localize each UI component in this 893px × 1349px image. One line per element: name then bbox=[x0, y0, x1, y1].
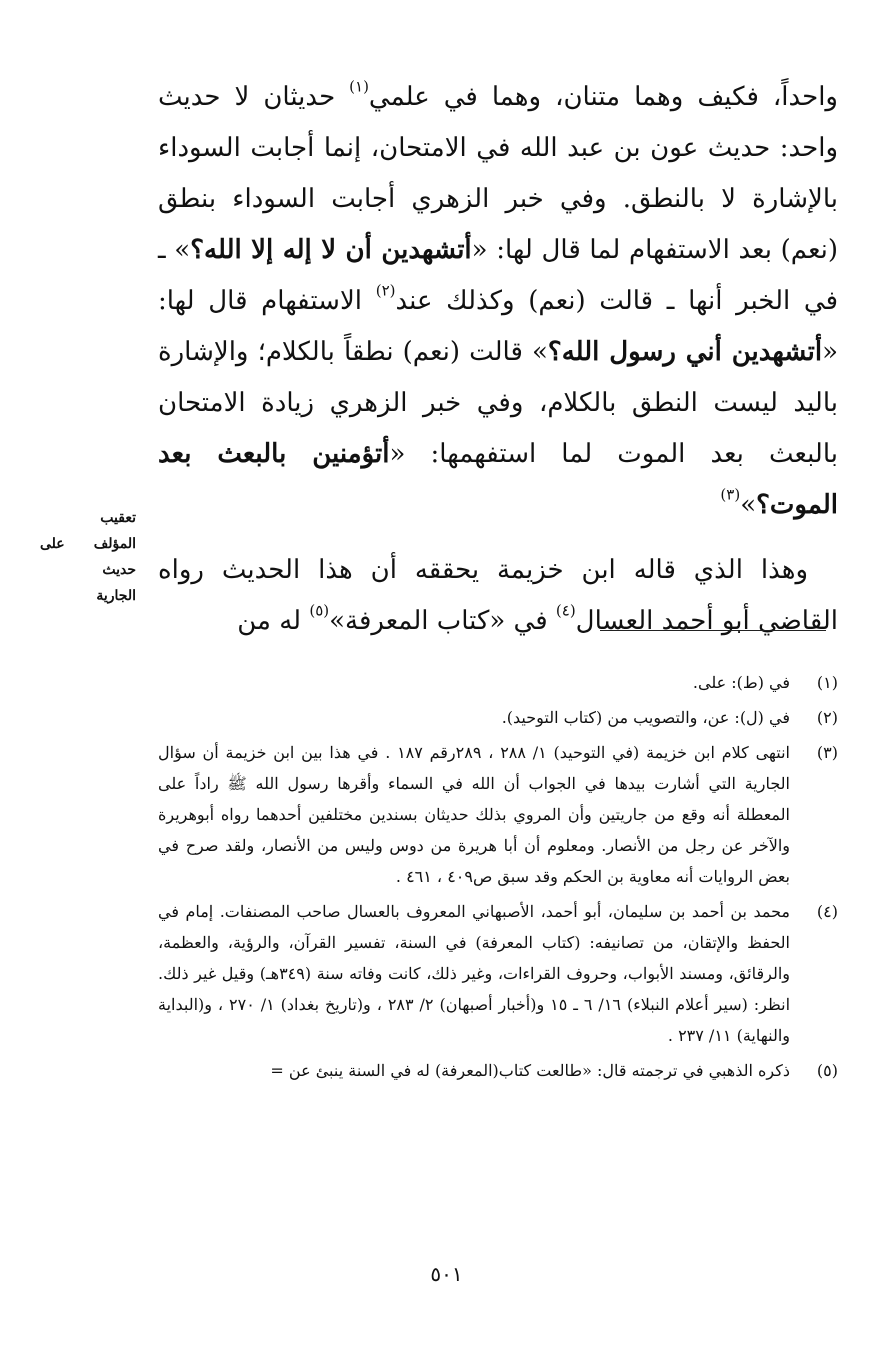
paragraph-2 bbox=[158, 545, 838, 647]
footnote-item bbox=[158, 737, 838, 892]
footnotes bbox=[158, 667, 838, 1090]
footnote-ref-5[interactable]: (٥) bbox=[309, 601, 330, 620]
quote-messenger: أتشهدين أني رسول الله؟ bbox=[547, 337, 823, 367]
margin-note-line: حديث bbox=[102, 562, 136, 578]
main-text bbox=[158, 72, 838, 647]
quote-shahada: أتشهدين أن لا إله إلا الله؟ bbox=[190, 235, 472, 265]
margin-note bbox=[40, 505, 136, 609]
footnote-ref-3[interactable]: (٣) bbox=[720, 485, 741, 504]
footnote-separator bbox=[600, 630, 826, 631]
footnote-text: انتهى كلام ابن خزيمة (في التوحيد) ١/ ٢٨٨ ، ٢٨٩رقم ١٨٧ . في هذا بين ابن خزيمة أن سؤال الجارية التي أشارت بيدها في الجواب أن الله في السماء وأقرها رسول الله ﷺ راداً على المعطلة أنه وقع من جاريتين وأن المروي بذلك حديثان بسندين مختلفين أحدهما رواه أبوهريرة والآخر عن رجل من الأنصار. ومعلوم أن أبا هريرة من دوس وليس من الأنصار، ولقد صرح في بعض الروايات أنه معاوية بن الحكم وقد سبق ص٤٠٩ ، ٤٦١ . bbox=[158, 743, 791, 886]
text-run: » قالت (نعم) نطقاً بالكلام؛ والإشارة باليد ليست النطق بالكلام، وفي خبر الزهري زيادة الامتحان بالبعث بعد الموت لما استفهمها: « bbox=[158, 337, 838, 469]
footnote-number: (٤) bbox=[816, 902, 838, 921]
footnote-item bbox=[158, 896, 838, 1051]
margin-note-line: الجارية bbox=[96, 588, 136, 604]
text-run: له من bbox=[237, 606, 310, 636]
footnote-ref-2[interactable]: (٢) bbox=[375, 281, 396, 300]
quote-resurrection: أتؤمنين بالبعث بعد الموت؟ bbox=[158, 439, 838, 520]
text-run: الاستفهام قال لها: « bbox=[158, 286, 838, 367]
margin-note-line: تعقيب bbox=[100, 510, 136, 526]
page-number: ٥٠١ bbox=[430, 1262, 463, 1286]
footnote-number: (٥) bbox=[816, 1061, 838, 1080]
footnote-number: (٢) bbox=[816, 708, 838, 727]
footnote-text: في (ط): على. bbox=[692, 673, 790, 692]
text-run: واحداً، فكيف وهما متنان، وهما في علمي bbox=[368, 82, 838, 112]
text-run: » bbox=[740, 490, 757, 520]
text-run: وهذا الذي قاله ابن خزيمة يحققه أن هذا الحديث رواه القاضي أبو أحمد العسال bbox=[158, 555, 838, 636]
footnote-text: في (ل): عن، والتصويب من (كتاب التوحيد). bbox=[501, 708, 790, 727]
footnote-item bbox=[158, 702, 838, 733]
text-run: حديثان لا حديث واحد: حديث عون بن عبد الله في الامتحان، إنما أجابت السوداء بالإشارة لا بالنطق. وفي خبر الزهري أجابت السوداء بنطق (نعم) بعد الاستفهام لما قال لها: « bbox=[158, 82, 838, 265]
text-run: » ـ في الخبر أنها ـ قالت (نعم) وكذلك عند bbox=[158, 235, 839, 316]
footnote-text: ذكره الذهبي في ترجمته قال: «طالعت كتاب(المعرفة) له في السنة ينبئ عن = bbox=[270, 1061, 790, 1080]
text-run: في «كتاب المعرفة» bbox=[329, 606, 556, 636]
footnote-number: (٣) bbox=[816, 743, 838, 762]
footnote-text: محمد بن أحمد بن سليمان، أبو أحمد، الأصبهاني المعروف بالعسال صاحب المصنفات. إمام في الحفظ والإتقان، من تصانيفه: (كتاب المعرفة) في السنة، تفسير القرآن، والرؤية، والعظمة، والرقائق، ومسند الأبواب، وحروف القراءات، وغير ذلك، كانت وفاته سنة (٣٤٩هـ) وقيل غير ذلك. انظر: (سير أعلام النبلاء) ١٦/ ٦ ـ ١٥ و(أخبار أصبهان) ٢/ ٢٨٣ ، و(تاريخ بغداد) ١/ ٢٧٠ ، و(البداية والنهاية) ١١/ ٢٣٧ . bbox=[158, 902, 791, 1045]
margin-note-line: المؤلف على bbox=[40, 536, 136, 552]
paragraph-1 bbox=[158, 72, 838, 531]
footnote-item bbox=[158, 1055, 838, 1086]
footnote-ref-4[interactable]: (٤) bbox=[555, 601, 576, 620]
footnote-item bbox=[158, 667, 838, 698]
footnote-number: (١) bbox=[816, 673, 838, 692]
footnote-ref-1[interactable]: (١) bbox=[349, 77, 369, 96]
